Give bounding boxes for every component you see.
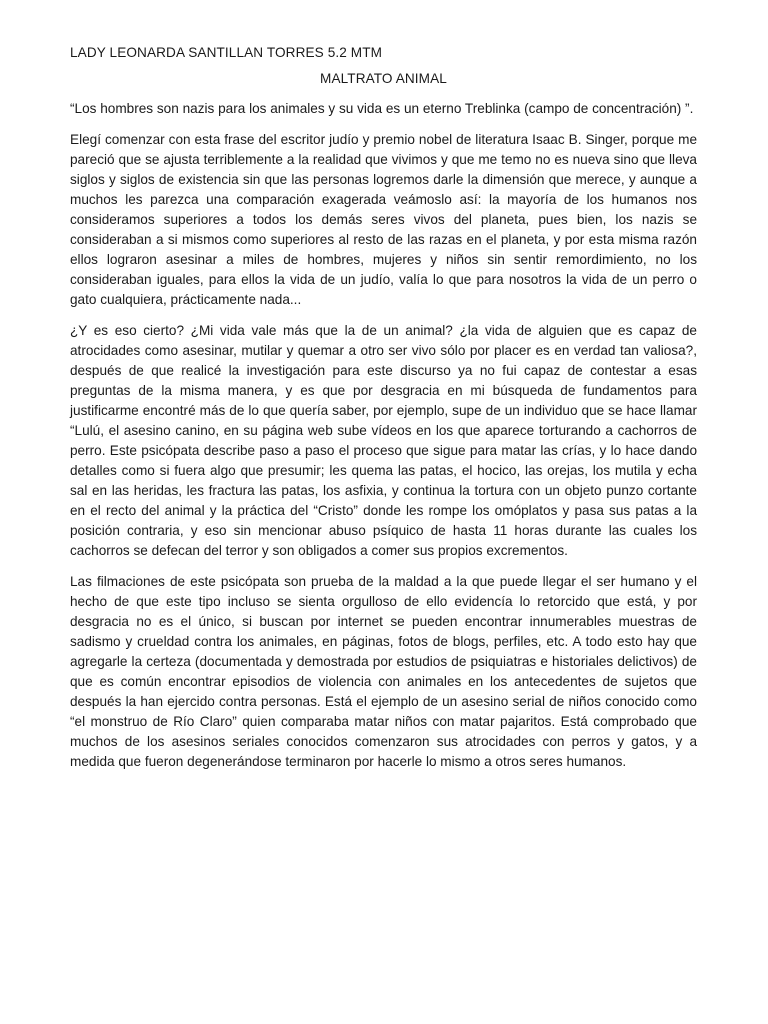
paragraph-quote: “Los hombres son nazis para los animales y su vida es un eterno Treblinka (campo de concentración) ”.	[70, 101, 694, 116]
document-title: MALTRATO ANIMAL	[320, 71, 447, 86]
author-line: LADY LEONARDA SANTILLAN TORRES 5.2 MTM	[70, 45, 383, 60]
paragraph-questions: ¿Y es eso cierto? ¿Mi vida vale más que la de un animal? ¿la vida de alguien que es capaz de atrocidades como asesinar, mutilar y quemar a otro ser vivo sólo por placer es en verdad tan valiosa?, después de que realicé la investigación para este discurso ya no fui capaz de contestar a esas preguntas de la misma manera, y es que por desgracia en mi búsqueda de fundamentos para justificarme encontré más de lo que quería saber, por ejemplo, supe de un individuo que se hace llamar “Lulú, el asesino canino, en su página web sube vídeos en los que aparece torturando a cachorros de perro. Este psicópata describe paso a paso el proceso que sigue para matar las crías, y lo hace dando detalles como si fuera algo que presumir; les quema las patas, el hocico, las orejas, los mutila y echa sal en las heridas, les fractura las patas, los asfixia, y continua la tortura con un objeto punzo cortante en el recto del animal y la práctica del “Cristo” donde les rompe los omóplatos y pasa sus patas a la posición contraria, y eso sin mencionar abuso psíquico de hasta 11 horas durante las cuales los cachorros se defecan del terror y son obligados a comer sus propios excrementos.	[70, 323, 697, 558]
paragraph-intro: Elegí comenzar con esta frase del escritor judío y premio nobel de literatura Isaac B. Singer, porque me pareció que se ajusta terriblemente a la realidad que vivimos y que me temo no es nueva sino que lleva siglos y siglos de existencia sin que las personas logremos darle la dimensión que merece, y aunque a muchos les parezca una comparación exagerada veámoslo así: la mayoría de los humanos nos consideramos superiores a todos los demás seres vivos del planeta, pues bien, los nazis se consideraban a si mismos como superiores al resto de las razas en el planeta, y por esta misma razón ellos lograron asesinar a miles de hombres, mujeres y niños sin sentir remordimiento, no los consideraban iguales, para ellos la vida de un judío, valía lo que para nosotros la vida de un perro o gato cualquiera, prácticamente nada...	[70, 132, 697, 307]
document-page	[70, 43, 697, 783]
paragraph-conclusion: Las filmaciones de este psicópata son prueba de la maldad a la que puede llegar el ser humano y el hecho de que este tipo incluso se sienta orgulloso de ello evidencía lo retorcido que está, y por desgracia no es el único, si buscan por internet se pueden encontrar innumerables muestras de sadismo y crueldad contra los animales, en páginas, fotos de blogs, perfiles, etc. A todo esto hay que agregarle la certeza (documentada y demostrada por estudios de psiquiatras e historiales delictivos) de que es común encontrar episodios de violencia con animales en los antecedentes de sujetos que después la han ejercido contra personas. Está el ejemplo de un asesino serial de niños conocido como “el monstruo de Río Claro” quien comparaba matar niños con matar pajaritos. Está comprobado que muchos de los asesinos seriales conocidos comenzaron sus atrocidades con perros y gatos, y a medida que fueron degenerándose terminaron por hacerle lo mismo a otros seres humanos.	[70, 574, 697, 769]
